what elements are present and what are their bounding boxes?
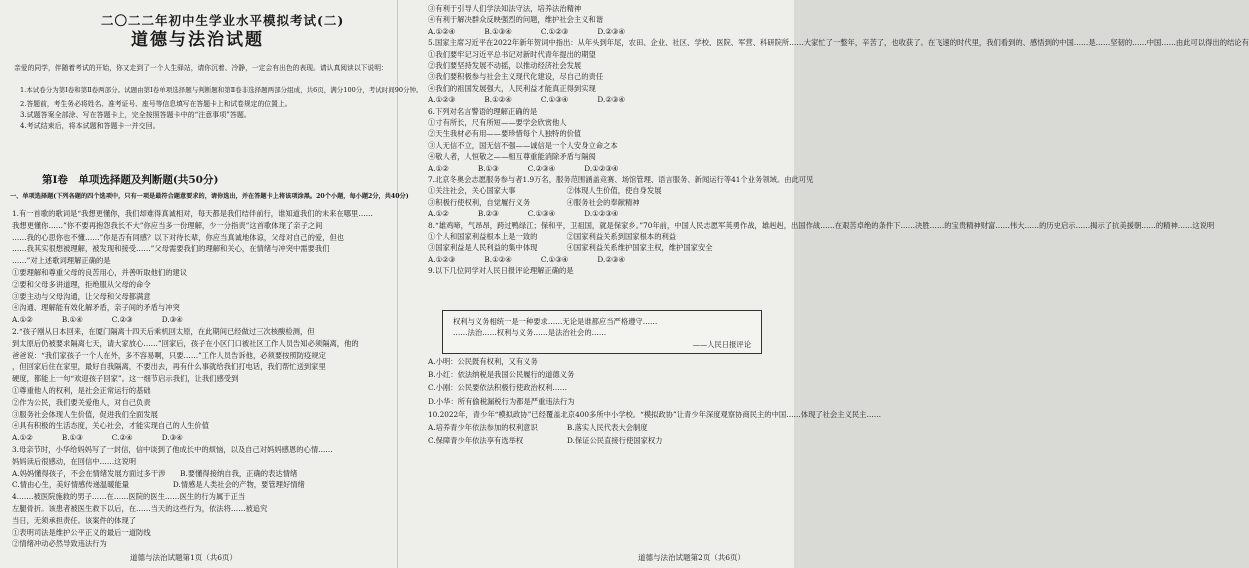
question-line: C.情由心生，美好情感传递温暖能量 D.情感是人类社会的产物，要管理好情绪 xyxy=(12,480,305,490)
question-line: ③人无信不立，国无信不强——诚信是一个人安身立命之本 xyxy=(428,140,618,150)
exam-title: 二〇二二年初中生学业水平模拟考试(二) xyxy=(101,13,345,28)
question-line: ②作为公民，我们要关爱他人，对自己负责 xyxy=(12,397,151,407)
question-line: ③要主动与父母沟通，让父母和父母都满意 xyxy=(12,291,151,301)
section1-heading: 一、单项选择题(下列各题的四个选项中，只有一项是最符合题意要求的，请你选出，并在答题卡上将该项涂黑。20个小题，每小题2分，共40分) xyxy=(10,193,409,200)
question-line: ②情绪冲动必然导致违法行为 xyxy=(12,539,107,549)
footer-page1: 道德与法治试题第1页（共6页） xyxy=(130,553,238,562)
question-line: B.小红：依法纳税是我国公民履行的道德义务 xyxy=(428,370,575,380)
question-line: A.①②③ B.①②④ C.①③④ D.②③④ xyxy=(428,254,625,264)
question-line: 4.……被医院施救的男子……在……医院的医生……医生的行为属于正当 xyxy=(12,492,246,502)
question-line: A.①②④ B.①③④ C.①②③ D.②③④ xyxy=(428,26,625,36)
question-line: C.小刚：公民要依法积极行使政治权利…… xyxy=(428,383,567,393)
question-line: ④有利于解决群众反映强烈的问题，维护社会主义和谐 xyxy=(428,15,604,25)
question-line: ④敬人者，人恒敬之——相互尊重能消除矛盾与隔阂 xyxy=(428,152,596,162)
footer-page2: 道德与法治试题第2页（共6页） xyxy=(638,553,746,562)
question-line: ②我们要坚持发展不动摇，以推动经济社会发展 xyxy=(428,61,582,70)
question-line: ①关注社会，关心国家大事 ②体现人生价值，使自身发展 xyxy=(428,186,662,196)
quote-line-2: ……法治……权利与义务……是法治社会的…… xyxy=(453,328,607,337)
greeting: 亲爱的同学，伴随着考试的开始，你又走到了一个人生驿站，请你沉着、冷静，一定会有出色的表现。请认真阅读以下说明： xyxy=(14,64,388,72)
quote-source: ——人民日报评论 xyxy=(692,340,751,349)
question-line: A.①②③ B.①②④ C.①③④ D.②③④ xyxy=(428,95,625,105)
note-1: 1.本试卷分为第Ⅰ卷和第Ⅱ卷两部分。试题由第Ⅰ卷单项选择题与判断题和第Ⅱ卷非选择题两部分组成，共6页，满分100分，考试时间90分钟。 xyxy=(20,86,423,94)
question-line: 左腿骨折。该患者被医生救下以后，在……当天的这些行为，依法将……被追究 xyxy=(12,504,268,513)
question-line: A.妈妈懂得孩子，不会在情绪发展方面过多干涉 B.要懂得接纳自我，正确的表达情绪 xyxy=(12,468,298,478)
question-line: 硬度，都能上一句“欢迎孩子回家”。这一细节启示我们，让我们感受到 xyxy=(12,374,239,384)
part1-heading: 第Ⅰ卷 单项选择题及判断题(共50分) xyxy=(42,174,219,186)
question-line: ②要和父母多讲道理，拒绝服从父母的命令 xyxy=(12,279,151,289)
question-line: A.①② B.①③ C.②④ D.③④ xyxy=(12,433,183,443)
question-line: ，但回家后住在家里，最好自我隔离，不要出去，再有什么事就给我们打电话，我们帮忙送到家里 xyxy=(12,362,326,372)
question-line: ……我的心思你也不懂……”你是否有同感？以下对待长辈，你应当真诚地体谅，父母对自己的爱，但也 xyxy=(12,232,345,242)
question-line: A.小明：公民既有权利，又有义务 xyxy=(428,357,538,366)
note-3: 3.试题答案全部涂、写在答题卡上，完全按照答题卡中的“注意事项”答题。 xyxy=(20,111,251,119)
question-line: 3.母亲节时，小华给妈妈写了一封信，信中谈到了他成长中的烦恼，以及自己对妈妈感恩的心情…… xyxy=(12,445,333,454)
question-line: 妈妈读后很感动，在回信中……这说明 xyxy=(12,456,137,466)
question-line: ④我们的祖国发展强大，人民利益才能真正得到实现 xyxy=(428,83,596,93)
question-line: ……”对上述歌词理解正确的是 xyxy=(12,256,111,266)
note-2: 2.答题前，考生务必将姓名、准考证号、座号等信息填写在答题卡上和试卷规定的位置上。 xyxy=(20,100,292,108)
question-line: 7.北京冬奥会志愿服务参与者1.9万名，服务范围涵盖竞赛、场馆管理、语言服务、新闻运行等41个业务领域。由此可见 xyxy=(428,175,814,184)
question-line: ①个人和国家利益根本上是一致的 ②国家利益关系到国家根本的利益 xyxy=(428,232,677,241)
question-line: ③有利于引导人们学法知法守法，培养法治精神 xyxy=(428,4,582,13)
question-line: 我想更懂你……”你不要再抱怨我长不大”你应当多一份理解，少一分指责”这首歌体现了亲子之间 xyxy=(12,220,323,230)
question-line: A.①② B.①③ C.②③④ D.①②③④ xyxy=(428,163,619,173)
question-line: 当日，无须承担责任。该案件的体现了 xyxy=(12,515,137,525)
note-4: 4.考试结束后，将本试题和答题卡一并交回。 xyxy=(20,122,160,130)
question-line: 爸爸说：“我们家孩子一个人在外，多不容易啊，只要……”工作人员告诉他，必须要按照防疫规定 xyxy=(12,350,326,360)
question-line: C.保障青少年依法享有选举权 D.保证公民直接行使国家权力 xyxy=(428,436,663,446)
question-line: 8.“雄鸡啼，气昂昂，跨过鸭绿江；保和平，卫祖国，就是保家乡。”70年前，中国人民志愿军英勇作战，雄赳赳，出国作战……在艰苦卓绝的条件下……决胜……的宝贵精神财富……伟大……的历史启示……揭示了抗美援朝……的精神……这说明 xyxy=(428,220,1215,230)
right-page xyxy=(400,0,1249,568)
question-line: ③积极行使权利，自觉履行义务 ④服务社会的奉献精神 xyxy=(428,197,640,207)
question-line: D.小华：所有偷税漏税行为都是严重违法行为 xyxy=(428,396,575,406)
question-line: 5.国家主席习近平在2022年新年贺词中指出：从年头到年尾，农田、企业、社区、学校、医院、军营、科研院所……大家忙了一整年，辛苦了，也收获了。在飞速的时代里，我们看到的、感悟到的中国……是……坚韧的……中国……由此可以得出的结论有 xyxy=(428,38,1249,48)
question-line: 6.下列对名言警语的理解正确的是 xyxy=(428,106,538,116)
subject-title: 道德与法治试题 xyxy=(131,30,264,50)
question-line: A.①② B.①④ C.②③ D.③④ xyxy=(12,315,183,325)
question-line: ①表明司法是维护公平正义的最后一道防线 xyxy=(12,527,151,537)
question-line: 10.2022年，青少年“模拟政协”已经覆盖北京400多所中小学校。“模拟政协”让青少年深度观察协商民主的中国……体现了社会主义民主…… xyxy=(428,409,882,419)
quote-line-1: 权利与义务相统一是一种要求……无论是谁都应当严格遵守…… xyxy=(453,317,658,326)
question-line: ①我们要牢记习近平总书记对新时代青年提出的期望 xyxy=(428,49,596,59)
question-line: ……我其实很想被理解，被发现和接受……”父母需要我们的理解和关心，在情绪与冲突中需要我们 xyxy=(12,244,330,254)
left-page xyxy=(6,0,423,568)
question-line: ④具有积极的生活态度，关心社会，才能实现自己的人生价值 xyxy=(12,421,210,431)
question-line: ①要理解和尊重父母的良苦用心，并善听取他们的建议 xyxy=(12,268,188,277)
quote-box xyxy=(442,310,762,354)
question-line: 2.“孩子刚从日本回来，在厦门隔离十四天后乘机回太原，在此期间已经做过三次核酸检测，但 xyxy=(12,327,315,336)
question-line: ①寸有所长，尺有所短——要学会欣赏他人 xyxy=(428,118,567,127)
question-line: ②天生我材必有用——要珍惜每个人独特的价值 xyxy=(428,129,582,139)
question-line: ③国家利益是人民利益的集中体现 ④国家利益关系维护国家主权，维护国家安全 xyxy=(428,243,713,253)
question-line: ③我们要积极参与社会主义现代化建设，尽自己的责任 xyxy=(428,72,604,82)
question-line: A.①② B.②③ C.①③④ D.①②③④ xyxy=(428,209,619,219)
question-line: 9.以下几位同学对人民日报评论理解正确的是 xyxy=(428,266,574,276)
question-line: ③服务社会体现人生价值，促进我们全面发展 xyxy=(12,409,158,419)
question-line: ①尊重他人的权利，是社会正常运行的基础 xyxy=(12,386,151,395)
question-line: 到太原后仍被要求隔离七天，请大家放心……”回家后，孩子在小区门口被社区工作人员告知必须隔离，他的 xyxy=(12,338,359,348)
question-line: 1.有一首歌的歌词是“我想更懂你，我们却难得真诚相对，每天都是我们结伴前行，谁知道我们的未来在哪里…… xyxy=(12,209,373,218)
question-line: A.培养青少年依法参加的权利意识 B.落实人民代表大会制度 xyxy=(428,423,648,432)
question-line: ④沟通、理解能有效化解矛盾，亲子间的矛盾与冲突 xyxy=(12,303,180,313)
